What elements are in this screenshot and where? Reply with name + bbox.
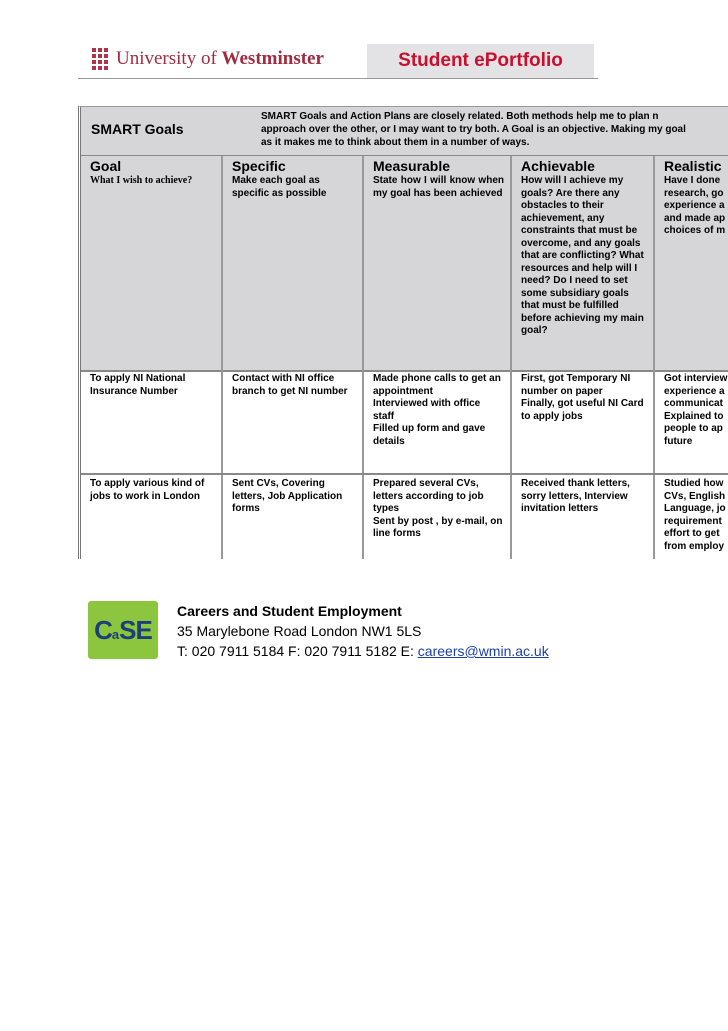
column-header bbox=[223, 156, 362, 372]
table-cell: Got interview experience a communicat Explained to people to ap future bbox=[664, 373, 728, 447]
intro-text bbox=[261, 110, 728, 149]
university-logo bbox=[92, 44, 324, 74]
table-cell: Made phone calls to get an appointment Interviewed with office staff Filled up form and gave details bbox=[373, 373, 501, 447]
column-title: Goal bbox=[90, 158, 122, 174]
column-title: Realistic bbox=[664, 158, 722, 174]
column-realistic bbox=[655, 156, 728, 559]
table-cell: Studied how CVs, English Language, jo requirement effort to get from employ bbox=[664, 478, 726, 552]
table-cell: Contact with NI office branch to get NI number bbox=[232, 373, 348, 397]
table-cell: First, got Temporary NI number on paper Finally, got useful NI Card to apply jobs bbox=[521, 373, 644, 422]
column-title: Specific bbox=[232, 158, 286, 174]
email-link[interactable]: careers@wmin.ac.uk bbox=[417, 643, 549, 659]
case-logo-text: CaSE bbox=[94, 614, 152, 645]
table-cell: Received thank letters, sorry letters, Interview invitation letters bbox=[521, 478, 630, 514]
intro-row bbox=[81, 107, 728, 157]
page-title: Student ePortfolio bbox=[367, 44, 594, 78]
smart-goals-table bbox=[78, 106, 728, 559]
header-divider bbox=[78, 78, 598, 79]
column-header bbox=[655, 156, 728, 372]
column-description: What I wish to achieve? bbox=[90, 175, 193, 186]
intro-line: as it makes me to think about them in a number of ways. bbox=[261, 137, 530, 148]
university-logo-mark-icon bbox=[92, 48, 110, 70]
column-header bbox=[512, 156, 653, 372]
row-divider bbox=[81, 473, 728, 475]
column-description: Have I done research, go experience a and made ap choices of m bbox=[664, 175, 726, 236]
column-header bbox=[364, 156, 510, 372]
table-cell: Prepared several CVs, letters according to job types Sent by post , by e-mail, on line forms bbox=[373, 478, 503, 539]
org-contact: T: 020 7911 5184 F: 020 7911 5182 E: careers@wmin.ac.uk bbox=[177, 643, 549, 659]
column-description: State how I will know when my goal has been achieved bbox=[373, 175, 504, 199]
column-description: Make each goal as specific as possible bbox=[232, 175, 327, 199]
column-title: Achievable bbox=[521, 158, 595, 174]
column-achievable bbox=[512, 156, 655, 559]
intro-line: approach over the other, or I may want to try both. A Goal is an objective. Making my goal bbox=[261, 124, 686, 135]
column-header bbox=[81, 156, 221, 372]
university-logo-text: University of Westminster bbox=[116, 48, 324, 69]
column-title: Measurable bbox=[373, 158, 451, 174]
org-address: 35 Marylebone Road London NW1 5LS bbox=[177, 623, 422, 639]
footer-contact bbox=[177, 601, 549, 661]
column-description: How will I achieve my goals? Are there any obstacles to their achievement, any constraints that must be overcome, and any goals that are conflicting? What resources and help will I need? Do I need to set some subsidiary goals that must be fulfilled before achieving my main goal? bbox=[521, 175, 644, 336]
column-goal bbox=[81, 156, 223, 559]
table-cell: To apply NI National Insurance Number bbox=[90, 373, 186, 397]
table-title: SMART Goals bbox=[91, 121, 184, 137]
org-name: Careers and Student Employment bbox=[177, 603, 402, 619]
intro-line: SMART Goals and Action Plans are closely related. Both methods help me to plan n bbox=[261, 111, 659, 122]
table-cell: To apply various kind of jobs to work in London bbox=[90, 478, 205, 502]
case-logo bbox=[88, 601, 158, 659]
column-measurable bbox=[364, 156, 512, 559]
column-specific bbox=[223, 156, 364, 559]
table-cell: Sent CVs, Covering letters, Job Application forms bbox=[232, 478, 343, 514]
